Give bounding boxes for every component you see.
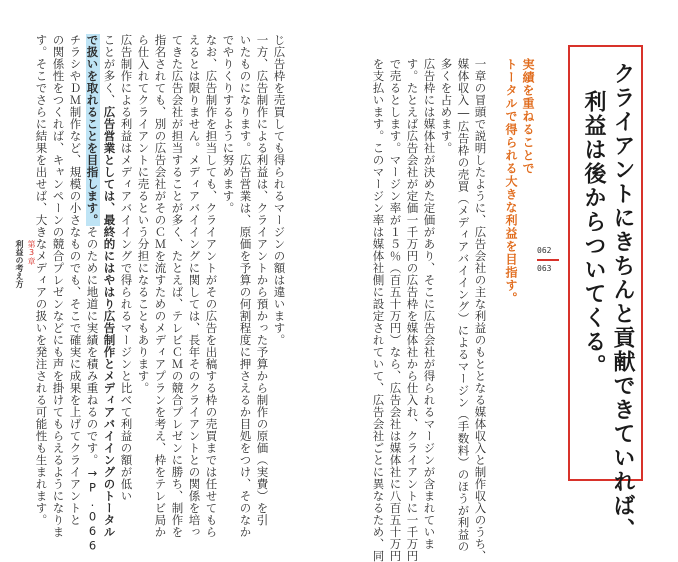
page-title-line2: 利益は後からついてくる。 xyxy=(581,90,606,378)
body-col-21: の関係性をつくれば、キャンペーンの競合プレゼンなどにも声を掛けてもらえるようになりま xyxy=(51,34,66,538)
body-col-9: 一方、広告制作による利益は、クライアントから預かった予算から制作の原価（実費）を引 xyxy=(255,34,270,526)
body-col-22: す。そこでさらに結果を出せば、大きなメディアの扱いを発注される可能性も生まれます。 xyxy=(34,34,49,526)
body-col-3: 多くを占めます。 xyxy=(439,58,454,154)
body-col-11: でやりくりするように努めます。 xyxy=(221,34,236,214)
body-col-18-a: ことが多く、 xyxy=(102,34,117,106)
body-col-12: なお、広告制作を担当しても、クライアントがその広告を出稿する枠の売買までは任せてもら xyxy=(204,34,219,538)
body-col-18 xyxy=(103,34,115,538)
body-col-16: ら仕入れてクライアントに売るという分担になることもあります。 xyxy=(136,34,151,394)
highlight-text-1: 広告営業としては、最終的にはやはり広告制作とメディアバイイングのトータル xyxy=(102,106,117,538)
body-col-7: を支払います。このマージン率は媒体社側に設定されていて、広告会社ごとに異なるため、同 xyxy=(371,58,386,562)
subtitle-line1: 実績を重ねることで xyxy=(521,58,535,175)
body-col-17: 広告制作による利益はメディアバイイングで得られるマージンと比べて利益の額が低い xyxy=(119,34,134,502)
subtitle-line2: トータルで得られる大きな利益を目指す。 xyxy=(504,58,518,305)
body-col-8: じ広告枠を売買しても得られるマージンの額は違います。 xyxy=(272,34,287,346)
page-number-rule xyxy=(537,259,559,261)
body-col-1: 一章の冒頭で説明したように、広告会社の主な利益のもととなる媒体収入と制作収入のうち、 xyxy=(473,58,488,562)
body-col-19 xyxy=(86,34,98,553)
body-col-20: チラシやＤＭ制作など、規模の小さなものでも、そこで確実に成果を上げてクライアントと xyxy=(68,34,83,526)
highlight-text-2: で扱いを取れることを目指します。 xyxy=(85,34,100,226)
body-col-10: いたものになります。広告営業は、原価を予算の何割程度に押さえるか目処をつけ、そのなか xyxy=(238,34,253,538)
page-number-bottom: 063 xyxy=(537,264,552,273)
page-number-top: 062 xyxy=(537,246,552,255)
page-title-line1: クライアントにきちんと貢献できていれば、 xyxy=(610,62,635,542)
body-col-5: す。たとえば広告会社が定価一千万円の広告枠を媒体社から仕入れ、クライアントに一千万円 xyxy=(405,58,420,562)
chapter-name: 利益の考え方 xyxy=(15,240,24,288)
body-col-15: 指名されても、別の広告会社がそのＣＭを流すためのメディアプランを考え、枠をテレビ局か xyxy=(153,34,168,538)
body-col-4: 広告枠には媒体社が決めた定価があり、そこに広告会社が得られるマージンが含まれていま xyxy=(422,58,437,550)
body-col-2: 媒体収入―広告枠の売買（メディアバイイング）によるマージン（手数料）のほうが利益の xyxy=(456,58,471,553)
body-col-13: えるとは限りません。メディアバイイングに関しては、長年そのクライアントとの関係を培っ xyxy=(187,34,202,538)
body-col-19-b: そのために地道に実績を積み重ねるのです。→P.066 xyxy=(85,226,100,553)
chapter-label: 第3章 xyxy=(27,240,36,265)
body-col-6: で売るとします。マージン率が１５％（百五十万円）なら、広告会社は媒体社に八百五十万円 xyxy=(388,58,403,562)
body-col-14: てきた広告会社が担当することが多く、たとえば、テレビＣＭの競合プレゼンに勝ち、制作を xyxy=(170,34,185,538)
